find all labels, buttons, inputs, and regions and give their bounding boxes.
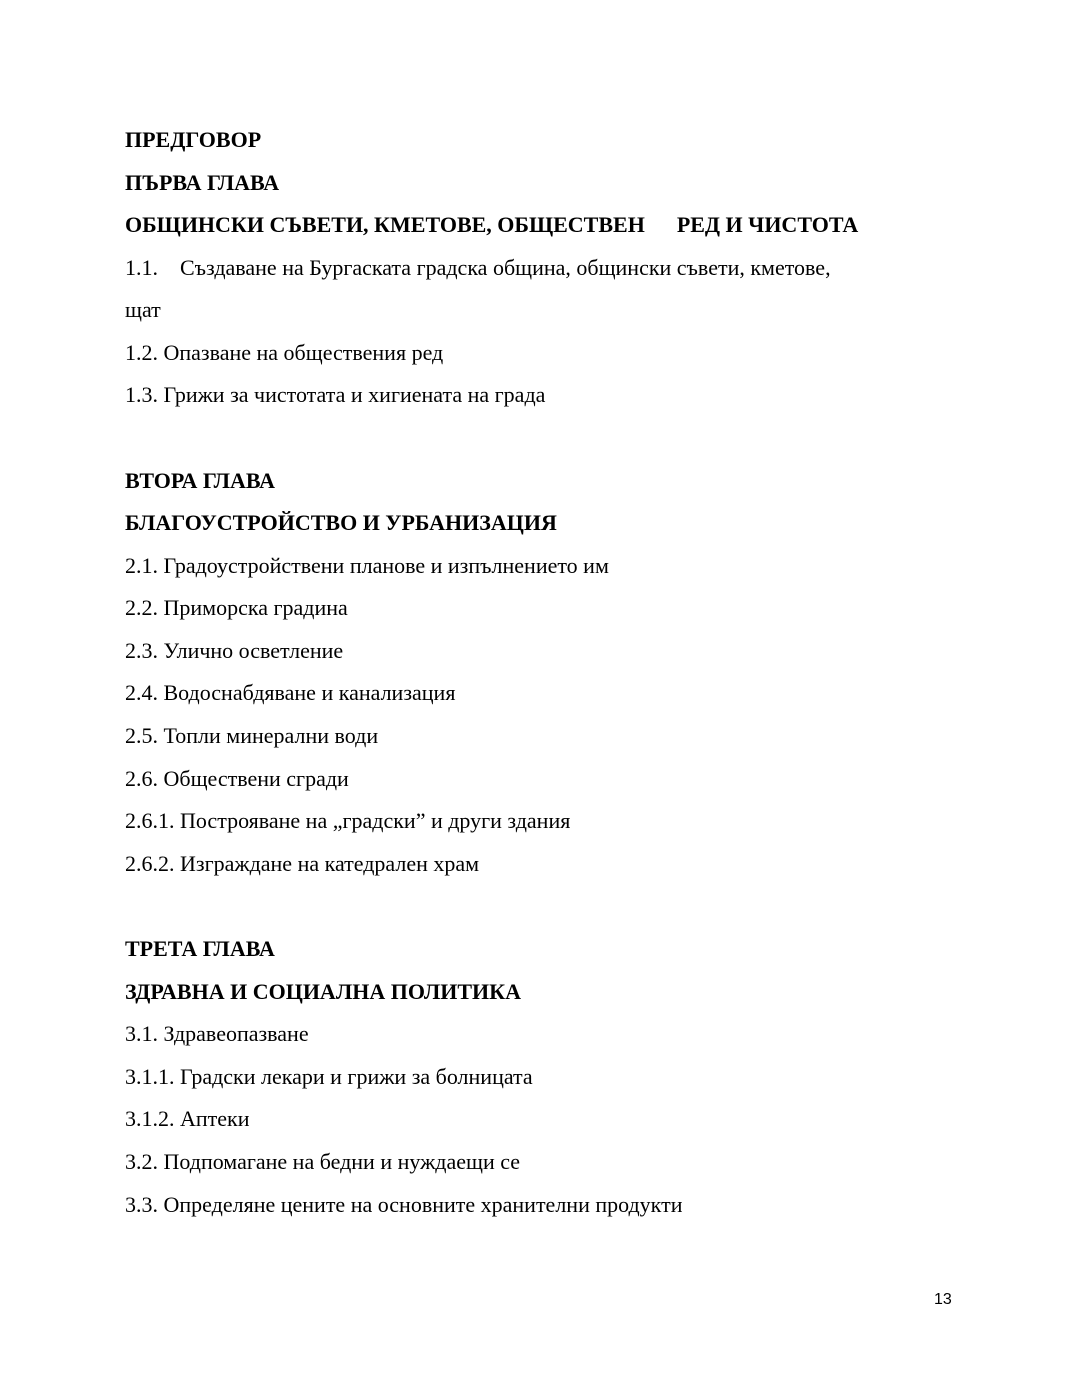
toc-item-2-1: 2.1. Градоустройствени планове и изпълнението им	[125, 553, 609, 578]
chapter2-heading: ВТОРА ГЛАВА	[125, 468, 276, 493]
toc-item-2-3: 2.3. Улично осветление	[125, 638, 344, 663]
chapter2-title: БЛАГОУСТРОЙСТВО И УРБАНИЗАЦИЯ	[125, 510, 557, 535]
toc-item-1-2: 1.2. Опазване на обществения ред	[125, 340, 444, 365]
chapter3-heading: ТРЕТА ГЛАВА	[125, 936, 275, 961]
toc-item-2-6: 2.6. Обществени сгради	[125, 766, 349, 791]
chapter1-title-part2: РЕД И ЧИСТОТА	[676, 212, 859, 237]
toc-item-3-1-2: 3.1.2. Аптеки	[125, 1106, 250, 1131]
chapter3-title: ЗДРАВНА И СОЦИАЛНА ПОЛИТИКА	[125, 979, 521, 1004]
chapter1-title	[125, 212, 858, 238]
toc-item-2-2: 2.2. Приморска градина	[125, 595, 348, 620]
chapter1-heading: ПЪРВА ГЛАВА	[125, 170, 280, 195]
toc-item-2-6-1: 2.6.1. Построяване на „градски” и други здания	[125, 808, 571, 833]
toc-item-3-1-1: 3.1.1. Градски лекари и грижи за болницата	[125, 1064, 533, 1089]
toc-item-2-5: 2.5. Топли минерални води	[125, 723, 379, 748]
page-number: 13	[934, 1291, 952, 1308]
preface-heading: ПРЕДГОВОР	[125, 127, 262, 152]
chapter1-title-part1: ОБЩИНСКИ СЪВЕТИ, КМЕТОВЕ, ОБЩЕСТВЕН	[125, 212, 645, 237]
toc-item-3-3: 3.3. Определяне цените на основните хранителни продукти	[125, 1192, 683, 1217]
toc-item-2-6-2: 2.6.2. Изграждане на катедрален храм	[125, 851, 480, 876]
toc-item-3-2: 3.2. Подпомагане на бедни и нуждаещи се	[125, 1149, 521, 1174]
toc-item-1-1-number: 1.1.	[125, 255, 158, 280]
toc-item-3-1: 3.1. Здравеопазване	[125, 1021, 309, 1046]
toc-item-1-3: 1.3. Грижи за чистотата и хигиената на града	[125, 382, 546, 407]
toc-item-1-1-text: Създаване на Бургаската градска община, общински съвети, кметове,	[180, 255, 831, 280]
toc-item-1-1-continuation: щат	[125, 297, 161, 322]
toc-item-1-1	[125, 255, 831, 281]
toc-item-2-4: 2.4. Водоснабдяване и канализация	[125, 680, 456, 705]
